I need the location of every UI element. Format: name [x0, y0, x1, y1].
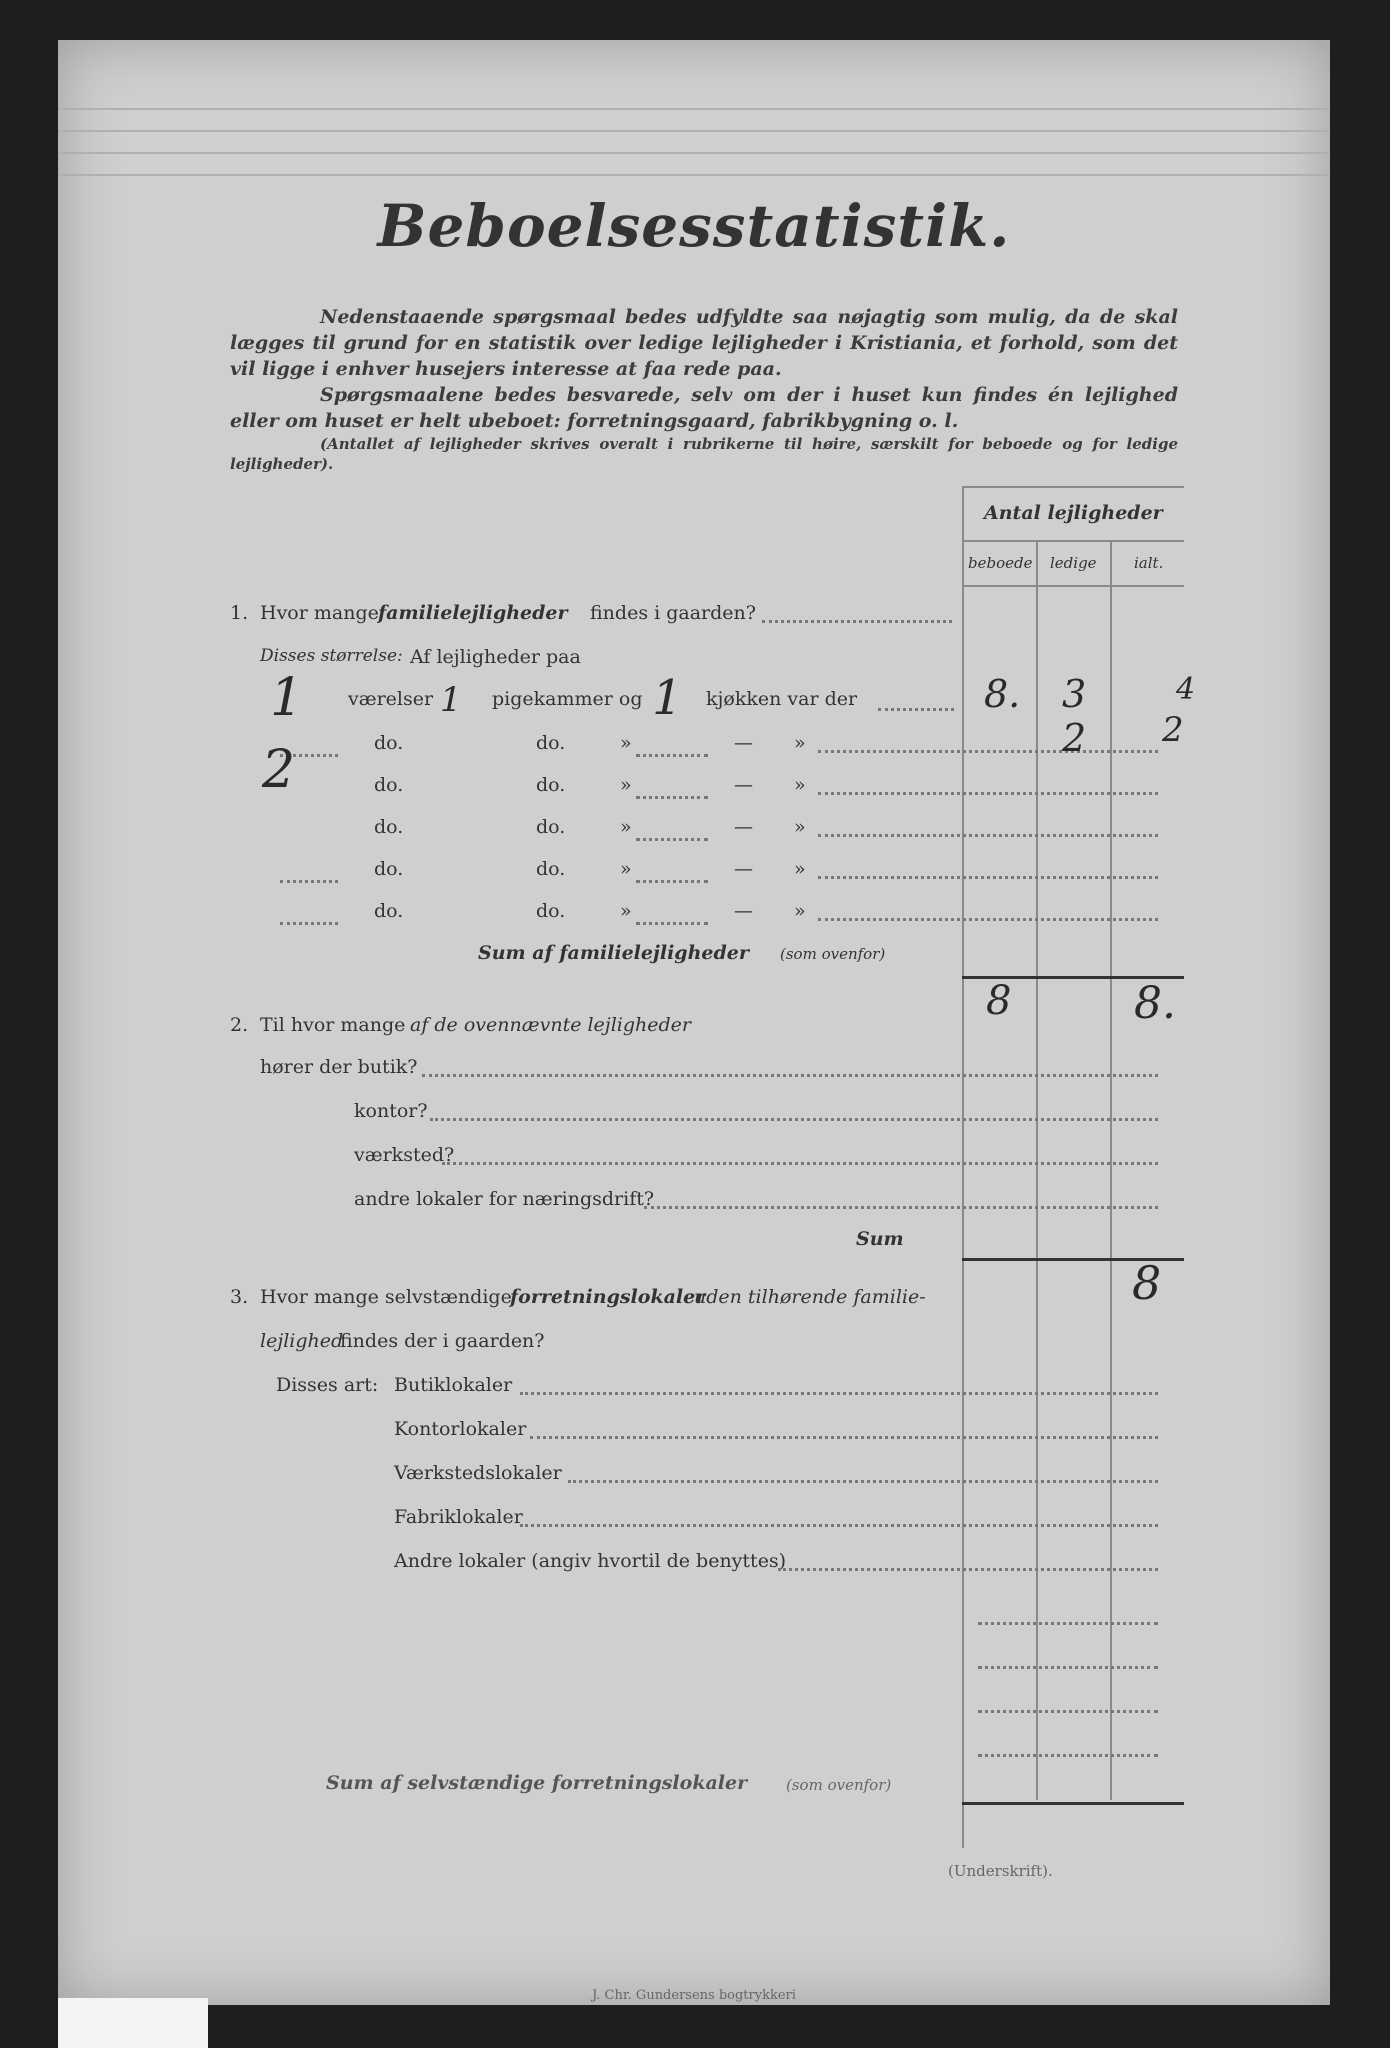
q1-text-post: findes i gaarden?: [590, 602, 756, 624]
blank-line: [636, 836, 708, 841]
table-col-divider: [1110, 540, 1112, 1800]
ditto-mark: do.: [374, 816, 404, 838]
ditto-mark: —: [734, 732, 753, 754]
col-header-ledige: ledige: [1050, 554, 1097, 572]
printer-imprint: J. Chr. Gundersens bogtrykkeri: [592, 1988, 796, 2003]
ditto-mark: —: [734, 900, 753, 922]
col-header-ialt: ialt.: [1134, 554, 1164, 572]
q2-andre: andre lokaler for næringsdrift?: [354, 1188, 655, 1210]
ditto-mark: »: [620, 732, 632, 754]
leader-dots: [978, 1620, 1158, 1625]
q3-kontor: Kontorlokaler: [394, 1418, 527, 1440]
ditto-mark: »: [620, 774, 632, 796]
handwritten-value: 4: [1176, 672, 1196, 707]
q3-art-label: Disses art:: [276, 1374, 379, 1396]
table-header: Antal lejligheder: [984, 502, 1163, 524]
ditto-mark: »: [794, 858, 806, 880]
q1-text-pre: Hvor mange: [260, 602, 379, 624]
q3-vaerksted: Værkstedslokaler: [394, 1462, 562, 1484]
q3-text-line2: findes der i gaarden?: [340, 1330, 545, 1352]
handwritten-value: 8: [986, 978, 1012, 1024]
q1-text-bold: familielejligheder: [378, 602, 568, 624]
q3-fabrik: Fabriklokaler: [394, 1506, 523, 1528]
q2-number: 2.: [230, 1014, 249, 1036]
handwritten-value: 8.: [1134, 978, 1176, 1029]
q2-vaerksted: værksted?: [354, 1144, 455, 1166]
q3-butik: Butiklokaler: [394, 1374, 513, 1396]
blank-line: [636, 878, 708, 883]
ditto-mark: do.: [374, 900, 404, 922]
leader-dots: [442, 1160, 1158, 1165]
intro-paragraph-1: Nedenstaaende spørgsmaal bedes udfyldte saa nøjagtig som mulig, da de skal lægges til grund for en statistik over ledige lejligheder i Kristiania, et forhold, som det vil ligge i enhver husejers interesse at faa rede paa.: [230, 306, 1178, 380]
leader-dots: [778, 1566, 1158, 1571]
sum-forretning-label: Sum af selvstændige forretningslokaler: [326, 1772, 748, 1794]
ditto-mark: do.: [536, 900, 566, 922]
handwritten-value: 2: [1162, 710, 1184, 750]
table-top-rule: [962, 486, 1184, 488]
q3-text-bold: forretningslokaler: [510, 1286, 706, 1308]
leader-dots: [520, 1390, 1158, 1395]
q3-text-line2-italic: lejlighed: [260, 1330, 344, 1352]
ditto-mark: do.: [536, 774, 566, 796]
blank-line: [636, 752, 708, 757]
ditto-mark: »: [794, 900, 806, 922]
leader-dots: [762, 618, 952, 623]
page-title: Beboelsesstatistik.: [377, 192, 1011, 260]
leader-dots: [978, 1708, 1158, 1713]
handwritten-value: 2: [1062, 716, 1087, 760]
blank-line: [280, 920, 338, 925]
ditto-mark: »: [794, 774, 806, 796]
ditto-mark: do.: [374, 774, 404, 796]
leader-dots: [530, 1434, 1158, 1439]
leader-dots: [818, 874, 1158, 879]
sum-family-note: (som ovenfor): [780, 945, 886, 963]
leader-dots: [818, 832, 1158, 837]
ditto-mark: do.: [374, 858, 404, 880]
sum-family-label: Sum af familielejligheder: [478, 942, 749, 964]
leader-dots: [568, 1478, 1158, 1483]
sum-forretning-note: (som ovenfor): [786, 1776, 892, 1794]
ditto-mark: »: [794, 732, 806, 754]
blank-line: [636, 794, 708, 799]
q3-text-italic: uden tilhørende familie-: [694, 1286, 926, 1308]
handwritten-value: 2: [262, 740, 296, 800]
blank-line: [280, 878, 338, 883]
handwritten-value: 1: [652, 670, 683, 726]
q3-text-pre: Hvor mange selvstændige: [260, 1286, 512, 1308]
leader-dots: [878, 706, 954, 711]
leader-dots: [422, 1072, 1158, 1077]
handwritten-value: 8: [1132, 1256, 1162, 1310]
handwritten-value: 1: [270, 668, 304, 728]
header-rule: [58, 130, 1330, 132]
ditto-mark: »: [620, 858, 632, 880]
q1-number: 1.: [230, 602, 249, 624]
handwritten-value: 3: [1062, 672, 1087, 716]
sum-rule: [962, 1802, 1184, 1805]
leader-dots: [818, 916, 1158, 921]
label-pigekammer: pigekammer og: [492, 688, 643, 710]
label-kjokken: kjøkken var der: [706, 688, 858, 710]
leader-dots: [644, 1204, 1158, 1209]
q3-number: 3.: [230, 1286, 249, 1308]
header-rule: [58, 108, 1330, 110]
q1-sizes-label: Disses størrelse:: [260, 646, 403, 666]
leader-dots: [520, 1522, 1158, 1527]
ditto-mark: »: [620, 900, 632, 922]
blank-line: [636, 920, 708, 925]
table-border-left: [962, 486, 964, 1848]
ditto-mark: »: [794, 816, 806, 838]
ditto-mark: —: [734, 816, 753, 838]
signature-label: (Underskrift).: [948, 1862, 1053, 1880]
q2-text-italic: af de ovennævnte lejligheder: [410, 1014, 691, 1036]
table-header-rule: [962, 585, 1184, 587]
ditto-mark: —: [734, 858, 753, 880]
ditto-mark: do.: [536, 816, 566, 838]
handwritten-value: 1: [440, 680, 462, 720]
ditto-mark: —: [734, 774, 753, 796]
leader-dots: [430, 1116, 1158, 1121]
ditto-mark: do.: [374, 732, 404, 754]
q2-kontor: kontor?: [354, 1100, 428, 1122]
leader-dots: [818, 748, 1158, 753]
ditto-mark: »: [620, 816, 632, 838]
q2-butik: hører der butik?: [260, 1056, 418, 1078]
header-rule: [58, 152, 1330, 154]
label-vaerelser: værelser: [348, 688, 434, 710]
q2-sum-label: Sum: [856, 1228, 904, 1250]
intro-text: [230, 304, 1178, 474]
q2-text-pre: Til hvor mange: [260, 1014, 406, 1036]
col-header-beboede: beboede: [968, 554, 1033, 572]
intro-paragraph-3: (Antallet af lejligheder skrives overalt i rubrikerne til høire, særskilt for beboede og for ledige lejligheder).: [230, 435, 1178, 473]
ditto-mark: do.: [536, 732, 566, 754]
handwritten-value: 8.: [984, 672, 1021, 716]
q1-sizes-text: Af lejligheder paa: [410, 646, 581, 668]
intro-paragraph-2: Spørgsmaalene bedes besvarede, selv om der i huset kun findes én lejlighed eller om huset er helt ubeboet: forretningsgaard, fabrikbygning o. l.: [230, 384, 1178, 432]
ditto-mark: do.: [536, 858, 566, 880]
scan-corner: [58, 1998, 208, 2048]
form-page: [58, 40, 1330, 2005]
table-col-divider: [1036, 540, 1038, 1800]
leader-dots: [978, 1752, 1158, 1757]
table-header-rule: [962, 540, 1184, 542]
q3-andre: Andre lokaler (angiv hvortil de benyttes): [394, 1550, 787, 1572]
header-rule: [58, 174, 1330, 176]
leader-dots: [818, 790, 1158, 795]
leader-dots: [978, 1664, 1158, 1669]
